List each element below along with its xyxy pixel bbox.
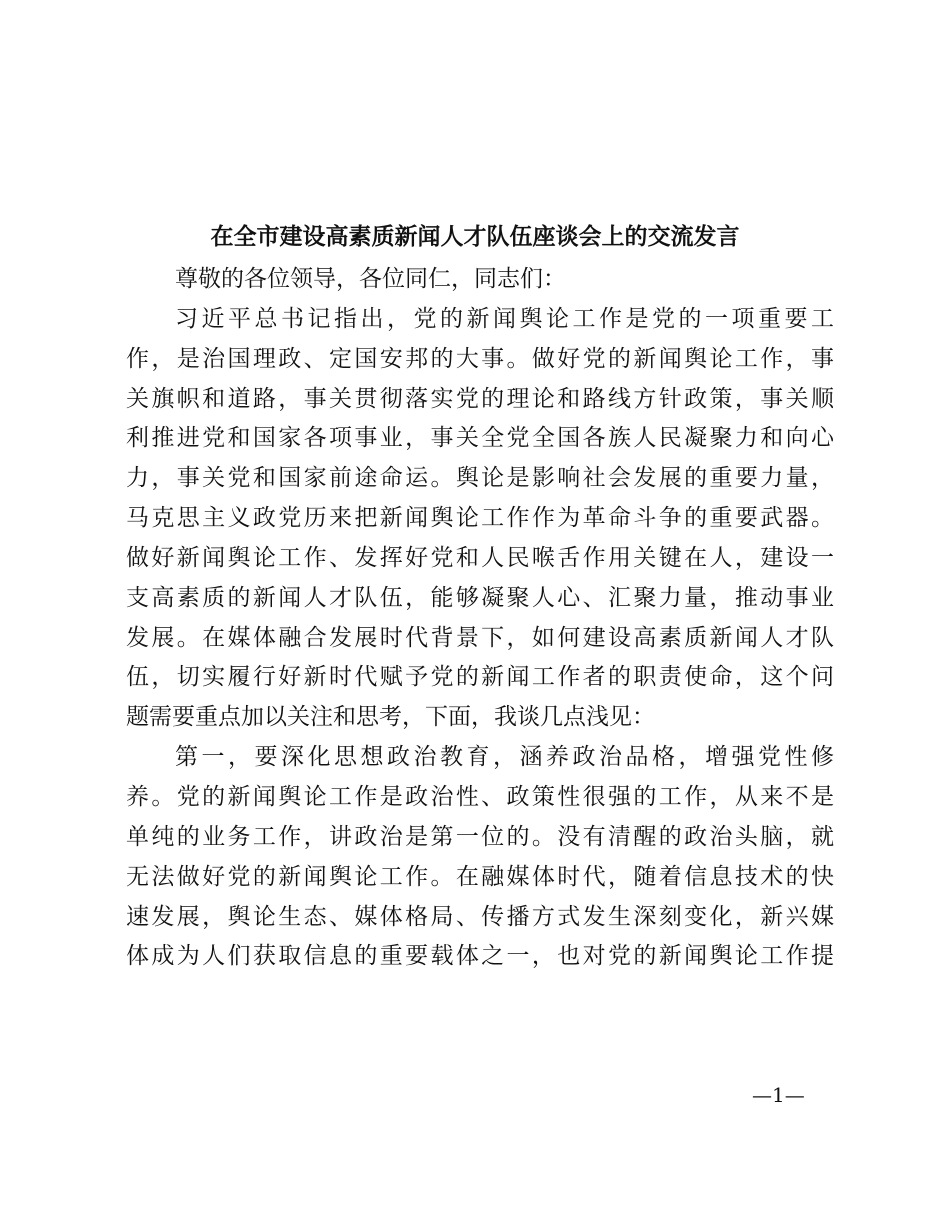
body-line: 尊敬的各位领导，各位同仁，同志们： <box>175 266 566 292</box>
body-line: 题需要重点加以关注和思考，下面，我谈几点浅见： <box>126 704 655 731</box>
body-line: 养。党的新闻舆论工作是政治性、政策性很强的工作，从来不是 <box>126 783 834 810</box>
body-line: 利推进党和国家各项事业，事关全党全国各族人民凝聚力和向心 <box>126 425 834 452</box>
body-line: 支高素质的新闻人才队伍，能够凝聚人心、汇聚力量，推动事业 <box>126 584 834 611</box>
body-line: 关旗帜和道路，事关贯彻落实党的理论和路线方针政策，事关顺 <box>126 385 834 412</box>
body-line: 力，事关党和国家前途命运。舆论是影响社会发展的重要力量， <box>126 465 834 492</box>
document-body <box>126 260 834 977</box>
body-line: 速发展，舆论生态、媒体格局、传播方式发生深刻变化，新兴媒 <box>126 903 834 930</box>
page-number: —1— <box>752 1083 805 1107</box>
body-line: 无法做好党的新闻舆论工作。在融媒体时代，随着信息技术的快 <box>126 863 834 890</box>
body-line: 马克思主义政党历来把新闻舆论工作作为革命斗争的重要武器。 <box>126 505 834 532</box>
body-line: 体成为人们获取信息的重要载体之一，也对党的新闻舆论工作提 <box>126 943 834 970</box>
document-title: 在全市建设高素质新闻人才队伍座谈会上的交流发言 <box>210 223 740 250</box>
body-line: 做好新闻舆论工作、发挥好党和人民喉舌作用关键在人，建设一 <box>126 544 834 571</box>
body-line: 发展。在媒体融合发展时代背景下，如何建设高素质新闻人才队 <box>126 624 834 651</box>
body-line: 第一，要深化思想政治教育，涵养政治品格，增强党性修 <box>175 744 834 771</box>
body-line: 作，是治国理政、定国安邦的大事。做好党的新闻舆论工作，事 <box>126 345 834 372</box>
body-line: 习近平总书记指出，党的新闻舆论工作是党的一项重要工 <box>175 305 834 332</box>
body-line: 单纯的业务工作，讲政治是第一位的。没有清醒的政治头脑，就 <box>126 823 834 850</box>
body-line: 伍，切实履行好新时代赋予党的新闻工作者的职责使命，这个问 <box>126 664 834 691</box>
